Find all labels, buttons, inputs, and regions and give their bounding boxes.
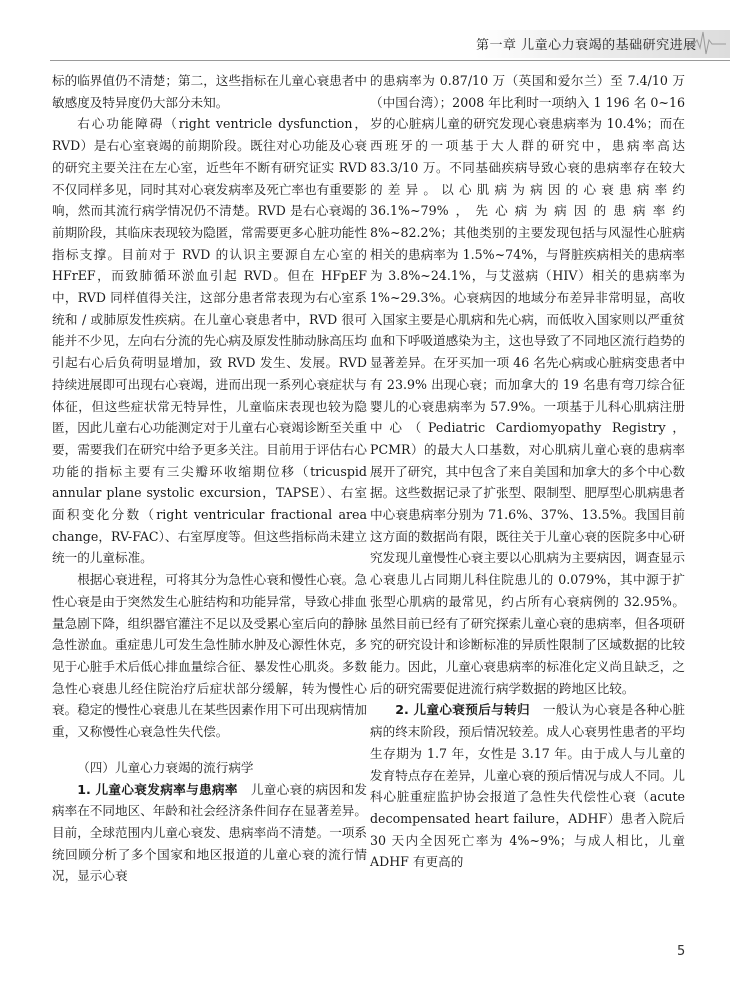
header-rule (50, 60, 730, 61)
subheading: 2. 儿童心衰预后与转归 (395, 702, 530, 718)
paragraph: 根据心衰进程，可将其分为急性心衰和慢性心衰。急性心衰是由于突然发生心脏结构和功能异常，导致心排血量急剧下降，组织器官灌注不足以及受累心室后向的静脉急性淤血。重症患儿可发生急性肺水肿及心源性休克，多见于心脏手术后低心排血量综合征、暴发性心肌炎。多数急性心衰患儿经住院治疗后症状部分缓解，转为慢性心衰。稳定的慢性心衰患儿在某些因素作用下可出现病情加重，又称慢性心衰急性失代偿。 (52, 572, 367, 740)
paragraph-text: 儿童心衰的病因和发病率在不同地区、年龄和社会经济条件间存在显著差异。目前，全球范围内儿童心衰发、患病率尚不清楚。一项系统回顾分析了多个国家和地区报道的儿童心衰的流行情况，显示心衰 (52, 781, 368, 884)
left-column (52, 70, 367, 887)
paragraph: 标的临界值仍不清楚；第二，这些指标在儿童心衰患者中敏感度及特异度仍大部分未知。 (52, 73, 367, 110)
ecg-wave-icon (686, 28, 726, 58)
page-number: 5 (677, 944, 686, 959)
section-gap (52, 743, 367, 757)
running-header (0, 0, 730, 62)
paragraph: 右心功能障碍（right ventricle dysfunction，RVD）是右心室衰竭的前期阶段。既往对心功能及心衰的研究主要关注在左心室，近些年不断有研究证实 RVD 不仅同样多见，同时其对心衰发病率及死亡率也有重要影响，然而其流行病学情况仍不清楚。RVD 是右心衰竭的前期阶段，其临床表现较为隐匿，常需要更多心脏功能性指标支撑。目前对于 RVD 的认识主要源自左心室的 HFrEF，而致肺循环淤血引起 RVD。但在 HFpEF 中，RVD 同样值得关注，这部分患者常表现为右心室系统和 / 或肺原发性疾病。在儿童心衰患者中，RVD 很可能并不少见，左向右分流的先心病及原发性肺动脉高压均引起右心后负荷明显增加，致 RVD 发生、发展。RVD 持续进展即可出现右心衰竭，进而出现一系列心衰症状与体征，但这些症状常无特异性，儿童临床表现也较为隐匿，因此儿童右心功能测定对于儿童右心衰竭诊断至关重要，需要我们在研究中给予更多关注。目前用于评估右心功能的指标主要有三尖瓣环收缩期位移（tricuspid annular plane systolic excursion，TAPSE）、右室面积变化分数（right ventricular fractional area change，RV-FAC）、右室厚度等。但这些指标尚未建立统一的儿童标准。 (52, 116, 367, 566)
section-heading: （四）儿童心力衰竭的流行病学 (77, 759, 254, 775)
chapter-title: 第一章 儿童心力衰竭的基础研究进展 (476, 38, 697, 53)
subheading: 1. 儿童心衰发病率与患病率 (77, 781, 238, 797)
paragraph (52, 779, 367, 888)
paragraph (370, 699, 685, 873)
paragraph: 的患病率为 0.87/10 万（英国和爱尔兰）至 7.4/10 万（中国台湾）；2008 年比利时一项纳入 1 196 名 0~16 岁的心脏病儿童的研究发现心衰患病率为 10.4%；而在西班牙的一项基于大人群的研究中，患病率高达 83.3/10 万。不同基础疾病导致心衰的患病率存在较大的差异。以心肌病为病因的心衰患病率约 36.1%~79%，先心病为病因的患病率约 8%~82.2%；其他类别的主要发现包括与风湿性心脏病相关的患病率为 1.5%~74%，与肾脏疾病相关的患病率为 3.8%~24.1%，与艾滋病（HIV）相关的患病率为 1%~29.3%。心衰病因的地域分布差异非常明显，高收入国家主要是心肌病和先心病，而低收入国家则以严重贫血和下呼吸道感染为主，这也导致了不同地区流行趋势的显著差异。在牙买加一项 46 名先心病或心脏病变患者中有 23.9% 出现心衰；而加拿大的 19 名患有弯刀综合征婴儿的心衰患病率为 57.9%。一项基于儿科心肌病注册中心（Pediatric Cardiomyopathy Registry，PCMR）的最大人口基数，对心肌病儿童心衰的患病率展开了研究，其中包含了来自美国和加拿大的多个中心数据。这些数据记录了扩张型、限制型、肥厚型心肌病患者中心衰患病率分别为 71.6%、37%、13.5%。我国目前这方面的数据尚有限，既往关于儿童心衰的医院多中心研究发现儿童慢性心衰主要以心肌病为主要病因，调查显示心衰患儿占同期儿科住院患儿的 0.079%，其中源于扩张型心肌病的最常见，约占所有心衰病例的 32.95%。虽然目前已经有了研究探索儿童心衰的患病率，但各项研究的研究设计和诊断标准的异质性限制了区域数据的比较能力。因此，儿童心衰患病率的标准化定义尚且缺乏，之后的研究需要促进流行病学数据的跨地区比较。 (370, 73, 685, 696)
paragraph-text: 一般认为心衰是各种心脏病的终末阶段，预后情况较差。成人心衰男性患者的平均生存期为 1.7 年，女性是 3.17 年。由于成人与儿童的发育特点存在差异，儿童心衰的预后情况与成人不同。儿科心脏重症监护协会报道了急性失代偿性心衰（acute decompensated heart failure，ADHF）患者入院后 30 天内全因死亡率为 4%~9%；与成人相比，儿童 ADHF 有更高的 (370, 702, 686, 870)
right-column (370, 70, 685, 873)
